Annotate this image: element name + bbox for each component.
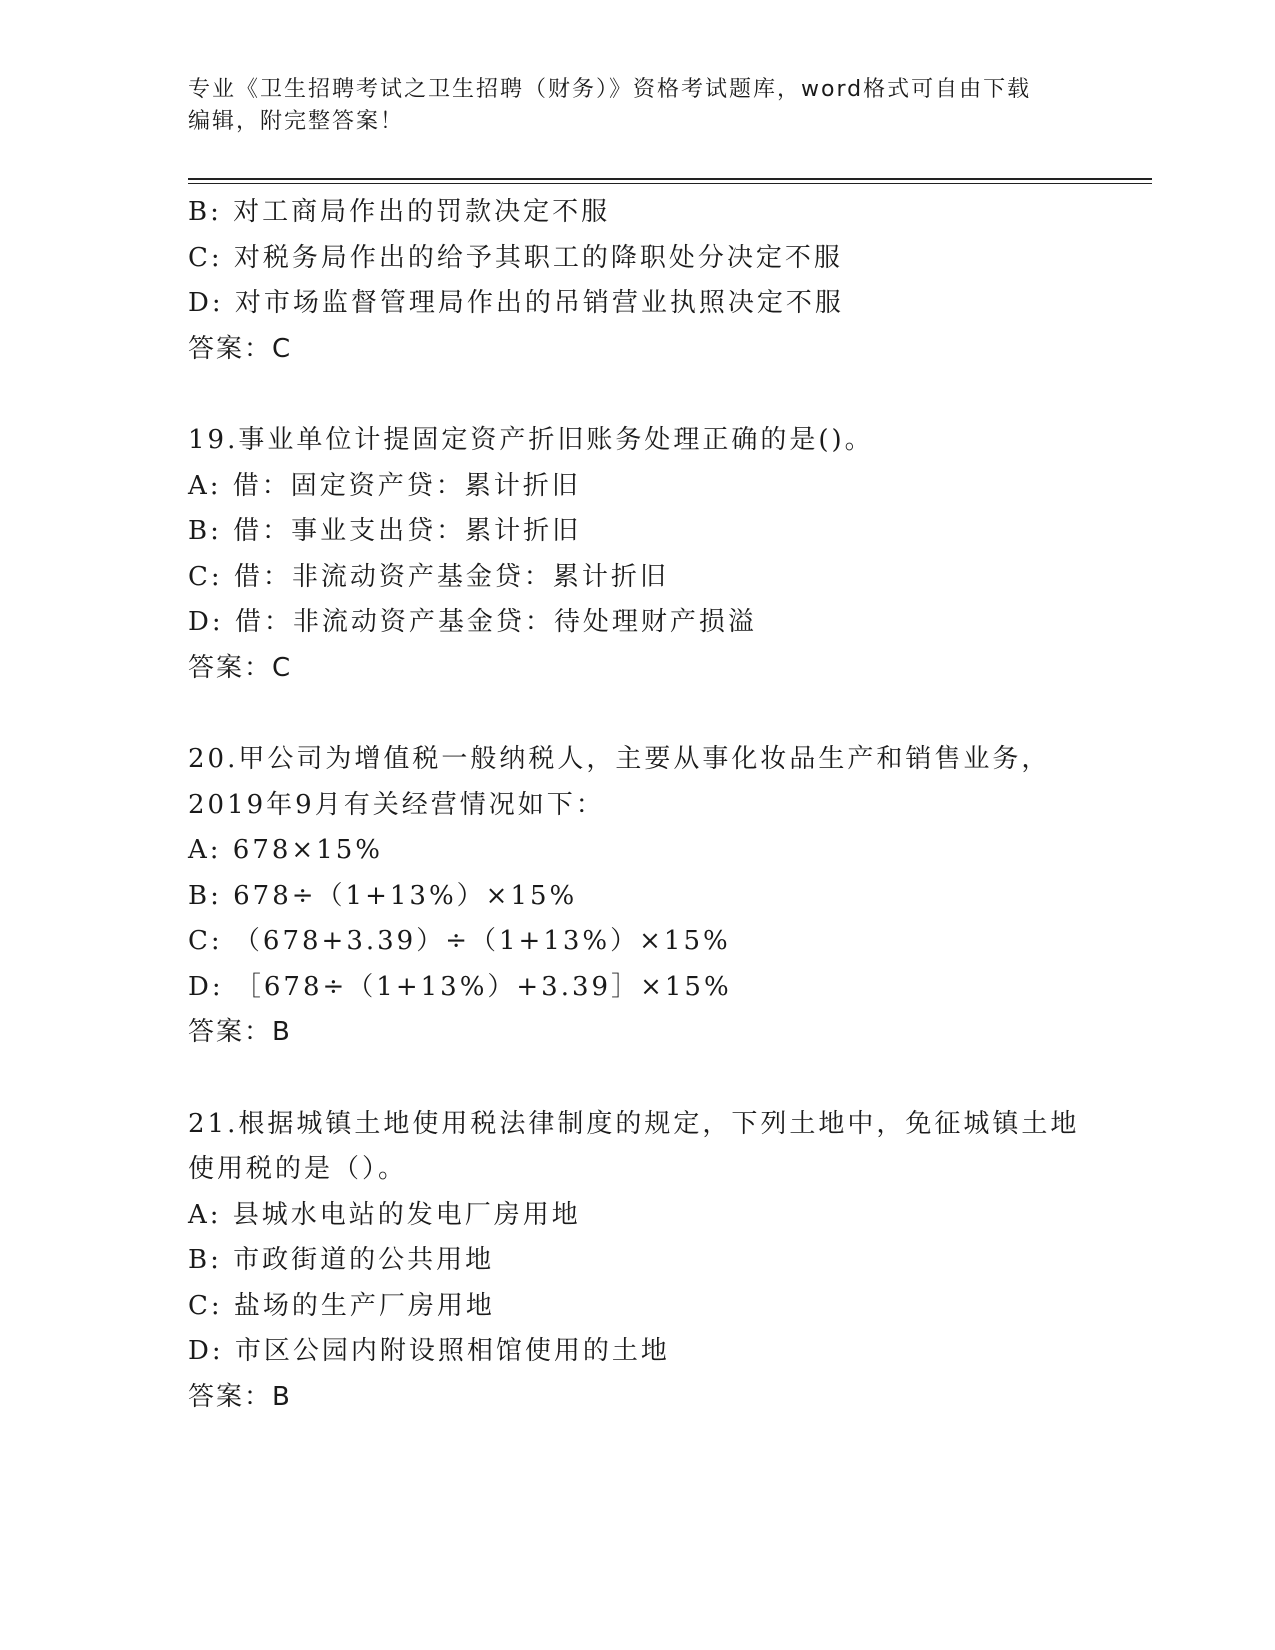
answer: 答案：B — [188, 1017, 292, 1047]
option-c: C: 对税务局作出的给予其职工的降职处分决定不服 — [188, 242, 843, 273]
question-stem: 19.事业单位计提固定资产折旧账务处理正确的是()。 — [188, 425, 874, 455]
option-b: B: 借：事业支出贷：累计折旧 — [188, 516, 582, 546]
document-header: 专业《卫生招聘考试之卫生招聘（财务）》资格考试题库，word格式可自由下载 编辑，附完整答案！ — [188, 77, 1032, 134]
question-stem-continued: 2019年9月有关经营情况如下： — [188, 789, 605, 820]
question-20 — [188, 737, 1148, 1056]
answer: 答案：B — [188, 1381, 292, 1412]
option-a: A: 678×15% — [188, 835, 384, 865]
option-c: C: 借：非流动资产基金贷：累计折旧 — [188, 561, 669, 592]
question-18-partial — [188, 190, 1148, 372]
option-d: D: ［678÷（1+13%）+3.39］×15% — [188, 971, 732, 1002]
answer: 答案：C — [188, 333, 293, 364]
question-stem: 20.甲公司为增值税一般纳税人，主要从事化妆品生产和销售业务， — [188, 744, 1051, 774]
option-d: D: 市区公园内附设照相馆使用的土地 — [188, 1336, 670, 1366]
question-stem: 21.根据城镇土地使用税法律制度的规定，下列土地中，免征城镇土地 — [188, 1108, 1080, 1139]
option-c: C: （678+3.39）÷（1+13%）×15% — [188, 926, 731, 956]
question-19 — [188, 418, 1148, 691]
question-stem-continued: 使用税的是（）。 — [188, 1154, 408, 1184]
option-a: A: 县城水电站的发电厂房用地 — [188, 1199, 581, 1230]
question-list — [188, 190, 1148, 1420]
option-b: B: 678÷（1+13%）×15% — [188, 880, 578, 911]
option-b: B: 对工商局作出的罚款决定不服 — [188, 197, 611, 227]
option-a: A: 借：固定资产贷：累计折旧 — [188, 470, 581, 501]
option-d: D: 对市场监督管理局作出的吊销营业执照决定不服 — [188, 288, 844, 318]
answer: 答案：C — [188, 652, 293, 683]
header-divider-thin — [188, 183, 1152, 184]
option-d: D: 借：非流动资产基金贷：待处理财产损溢 — [188, 607, 757, 637]
option-b: B: 市政街道的公共用地 — [188, 1245, 495, 1275]
question-21 — [188, 1102, 1148, 1421]
option-c: C: 盐场的生产厂房用地 — [188, 1290, 495, 1321]
header-divider-thick — [188, 178, 1152, 180]
